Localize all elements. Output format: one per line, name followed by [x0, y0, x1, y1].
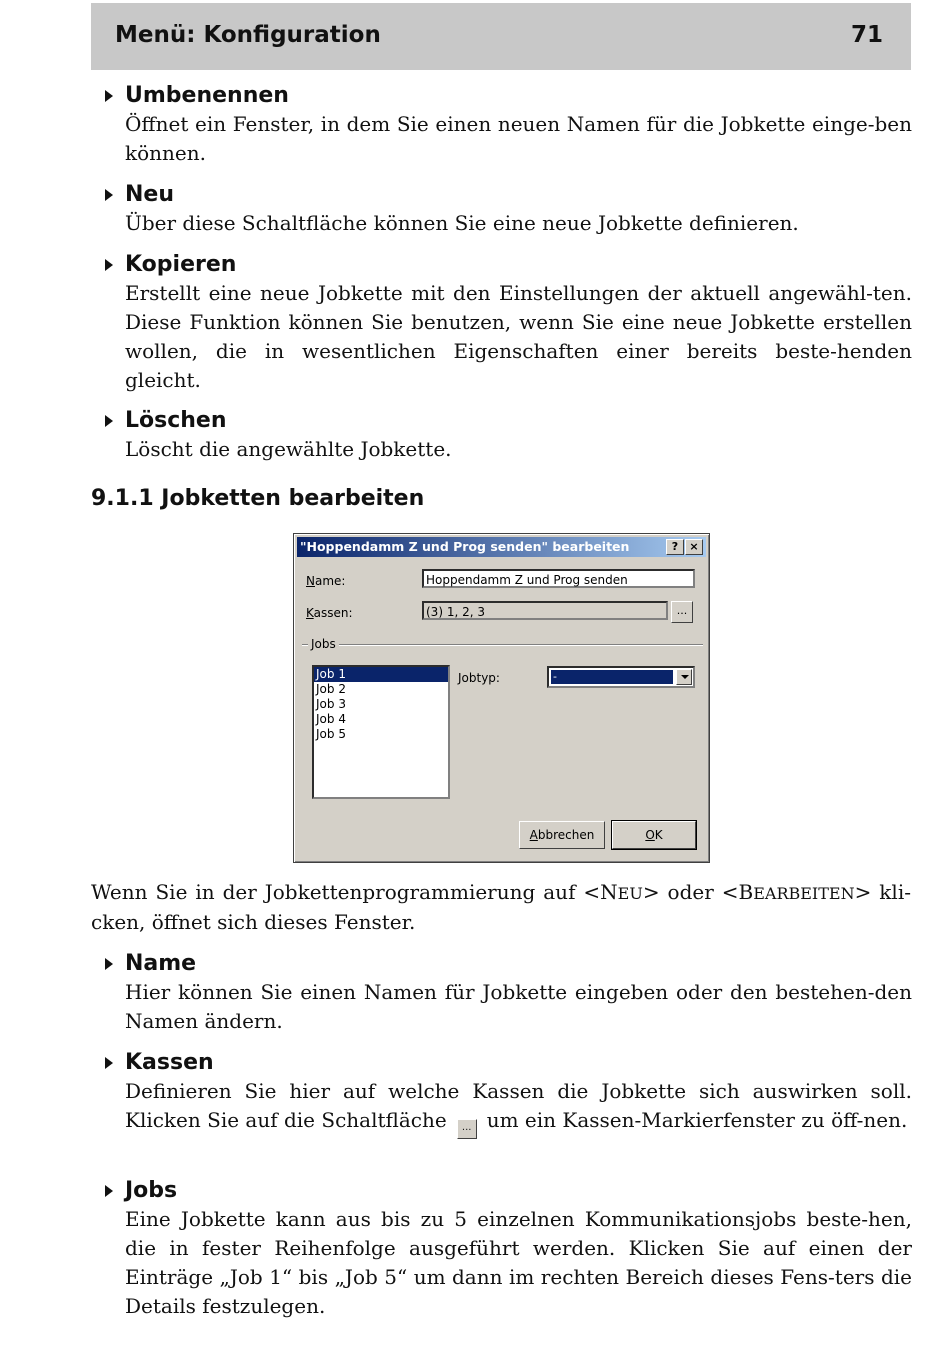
jobtyp-label: Jobtyp:	[458, 671, 500, 685]
intro-text: > kli-cken, öffnet sich dieses Fenster.	[91, 880, 911, 934]
intro-text: Wenn Sie in der Jobkettenprogrammierung auf <	[91, 880, 601, 904]
kassen-select-button[interactable]: ...	[671, 601, 693, 623]
item-text: Über diese Schaltfläche können Sie eine neue Jobkette definieren.	[125, 211, 799, 235]
name-label: Name:	[306, 574, 346, 588]
jobs-listbox[interactable]	[312, 665, 450, 799]
item-title: Umbenennen	[125, 83, 289, 108]
jobs-group-label: Jobs	[308, 637, 339, 651]
item-umbenennen	[104, 81, 912, 168]
kassen-label: Kassen:	[306, 606, 353, 620]
intro-keyword-smallcaps: EU	[617, 884, 643, 903]
chevron-down-icon[interactable]	[676, 669, 692, 685]
bullet-triangle-icon	[105, 415, 113, 427]
jobtyp-value: -	[551, 670, 673, 684]
help-button[interactable]: ?	[666, 539, 684, 555]
item-kassen	[104, 1048, 912, 1139]
page-header	[91, 3, 911, 70]
header-title: Menü: Konfiguration	[115, 22, 381, 48]
bullet-triangle-icon	[105, 1185, 113, 1197]
jobtyp-select[interactable]	[547, 666, 695, 688]
ok-button[interactable]: OK	[612, 821, 696, 849]
edit-jobchain-dialog	[293, 533, 710, 863]
item-title: Löschen	[125, 408, 227, 433]
item-text	[104, 1077, 912, 1139]
item-jobs	[104, 1176, 912, 1321]
bullet-triangle-icon	[105, 259, 113, 271]
name-field[interactable]: Hoppendamm Z und Prog senden	[422, 569, 695, 588]
item-text-part: um ein Kassen-Markierfenster zu öff-nen.	[486, 1108, 908, 1132]
inline-dots-button: ...	[457, 1119, 477, 1139]
item-name	[104, 949, 912, 1036]
list-item[interactable]: Job 5	[316, 727, 346, 741]
item-title: Name	[125, 951, 197, 976]
section-heading: 9.1.1 Jobketten bearbeiten	[91, 486, 425, 511]
bullet-triangle-icon	[105, 189, 113, 201]
item-text: Hier können Sie einen Namen für Jobkette eingeben oder den bestehen-den Namen ändern.	[125, 980, 912, 1033]
item-loeschen	[104, 406, 912, 464]
jobs-group-line	[302, 644, 703, 646]
list-item[interactable]: Job 3	[316, 697, 346, 711]
item-neu	[104, 180, 912, 238]
dialog-titlebar	[297, 537, 706, 557]
item-text: Löscht die angewählte Jobkette.	[125, 437, 452, 461]
list-item[interactable]: Job 1	[314, 667, 448, 682]
item-text: Eine Jobkette kann aus bis zu 5 einzelnen Kommunikationsjobs beste-hen, die in fester Reihenfolge ausgeführt werden. Klicken Sie auf einen der Einträge „Job 1“ bis „Job 5“ um dann im rechten Bereich dieses Fens-ters die Details festzulegen.	[125, 1207, 912, 1318]
intro-text: > oder <	[642, 880, 739, 904]
intro-keyword-initial: N	[600, 880, 618, 904]
item-kopieren	[104, 250, 912, 395]
intro-keyword-smallcaps: EARBEITEN	[753, 884, 855, 903]
bullet-triangle-icon	[105, 1057, 113, 1069]
bullet-triangle-icon	[105, 90, 113, 102]
item-text: Erstellt eine neue Jobkette mit den Einstellungen der aktuell angewähl-ten. Diese Funktion können Sie benutzen, wenn Sie eine neue Jobkette erstellen wollen, die in wesentlichen Eigenschaften einer bereits beste-henden gleicht.	[125, 281, 912, 392]
intro-keyword-initial: B	[738, 880, 754, 904]
item-text: Öffnet ein Fenster, in dem Sie einen neuen Namen für die Jobkette einge-ben können.	[125, 112, 912, 165]
list-item[interactable]: Job 4	[316, 712, 346, 726]
item-title: Jobs	[125, 1178, 178, 1203]
item-title: Kopieren	[125, 252, 237, 277]
close-button[interactable]: ×	[685, 539, 703, 555]
intro-paragraph	[91, 878, 911, 937]
page-number: 71	[850, 22, 883, 48]
item-title: Neu	[125, 182, 174, 207]
dialog-title: "Hoppendamm Z und Prog senden" bearbeiten	[300, 539, 630, 554]
bullet-triangle-icon	[105, 958, 113, 970]
item-title: Kassen	[125, 1050, 214, 1075]
kassen-field: (3) 1, 2, 3	[422, 601, 668, 620]
item-text-part: Definieren Sie hier auf welche Kassen die Jobkette sich auswirken soll. Klicken Sie auf die Schaltfläche	[125, 1079, 912, 1132]
cancel-button[interactable]: Abbrechen	[519, 821, 605, 849]
list-item[interactable]: Job 2	[316, 682, 346, 696]
